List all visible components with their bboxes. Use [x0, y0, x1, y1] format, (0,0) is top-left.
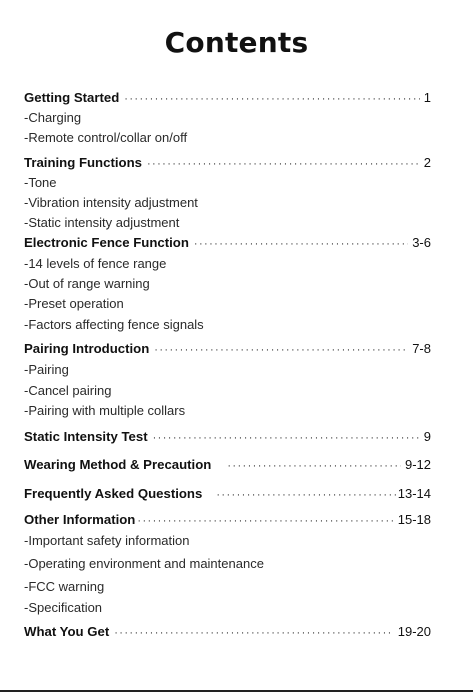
toc-sub-item: -Vibration intensity adjustment: [24, 195, 198, 210]
toc-sub-item: -Pairing: [24, 362, 69, 377]
toc-entry-title: Static Intensity Test: [24, 429, 148, 444]
toc-entry-title: Pairing Introduction: [24, 341, 150, 356]
toc-entry-page: 1: [423, 90, 431, 105]
toc-entry-page: 7-8: [412, 341, 431, 356]
toc-entry-title: Wearing Method & Precaution: [24, 457, 212, 472]
dot-leader: [153, 432, 420, 444]
dot-leader: [194, 238, 408, 250]
dot-leader: [227, 460, 401, 472]
toc-entry-page: 15-18: [397, 512, 431, 527]
toc-entry-page: 19-20: [397, 624, 431, 639]
toc-sub-item: -Important safety information: [24, 533, 190, 548]
toc-entry-electronic-fence-function: [24, 235, 431, 250]
toc-entry-static-intensity-test: [24, 429, 431, 444]
toc-entry-wearing-method-precaution: [24, 457, 431, 472]
toc-entry-other-information: [24, 512, 431, 527]
toc-sub-item: -Charging: [24, 110, 82, 125]
toc-sub-item: -Static intensity adjustment: [24, 215, 180, 230]
toc-entry-training-functions: [24, 155, 431, 170]
toc-entry-page: 3-6: [412, 235, 431, 250]
bottom-rule: [0, 690, 473, 692]
toc-sub-item: -Specification: [24, 600, 103, 615]
toc-entry-what-you-get: [24, 624, 431, 639]
toc-entry-title: Electronic Fence Function: [24, 235, 189, 250]
toc-sub-item: -FCC warning: [24, 579, 105, 594]
toc-entry-getting-started: [24, 90, 431, 105]
toc-entry-page: 9: [423, 429, 431, 444]
toc-entry-pairing-introduction: [24, 341, 431, 356]
toc-sub-item: -Cancel pairing: [24, 383, 112, 398]
dot-leader: [154, 344, 408, 356]
toc-sub-item: -Preset operation: [24, 296, 124, 311]
toc-entry-title: What You Get: [24, 624, 110, 639]
toc-sub-item: -Remote control/collar on/off: [24, 130, 188, 145]
toc-sub-item: -Factors affecting fence signals: [24, 317, 204, 332]
toc-sub-item: -Pairing with multiple collars: [24, 403, 186, 418]
dot-leader: [114, 627, 394, 639]
toc-sub-item: -14 levels of fence range: [24, 256, 167, 271]
dot-leader: [216, 489, 396, 501]
dot-leader: [147, 158, 420, 170]
toc-entry-page: 9-12: [404, 457, 431, 472]
toc-entry-title: Getting Started: [24, 90, 120, 105]
toc-entry-page: 13-14: [397, 486, 431, 501]
page-title: Contents: [164, 26, 309, 59]
toc-entry-frequently-asked-questions: [24, 486, 431, 501]
dot-leader: [124, 93, 420, 105]
toc-entry-title: Other Information: [24, 512, 136, 527]
toc-entry-title: Frequently Asked Questions: [24, 486, 203, 501]
toc-sub-item: -Out of range warning: [24, 276, 150, 291]
toc-entry-page: 2: [423, 155, 431, 170]
toc-entry-title: Training Functions: [24, 155, 142, 170]
toc-sub-item: -Tone: [24, 175, 57, 190]
dot-leader: [137, 515, 393, 527]
toc-sub-item: -Operating environment and maintenance: [24, 556, 264, 571]
